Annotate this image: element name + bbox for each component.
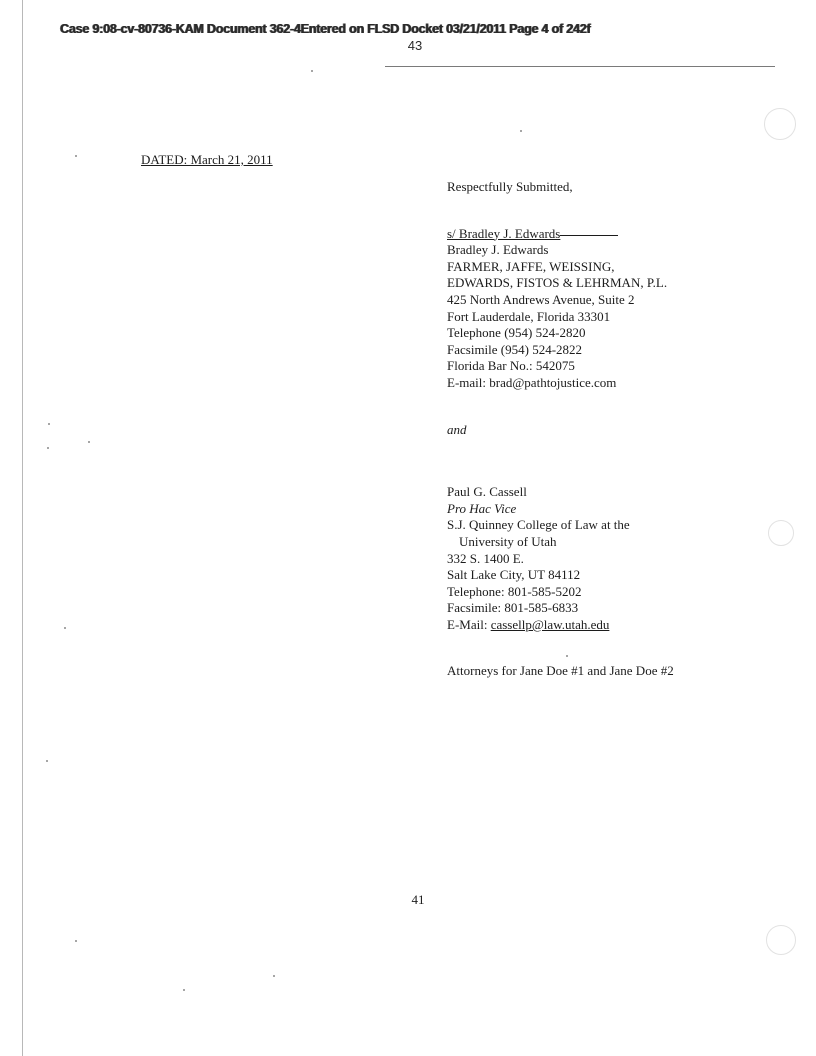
electronic-signature	[447, 226, 787, 243]
scan-speck	[183, 989, 185, 991]
electronic-signature-text: s/ Bradley J. Edwards	[447, 225, 561, 241]
scan-artifact-ring	[764, 108, 796, 140]
attorney1-bar-number: Florida Bar No.: 542075	[447, 358, 575, 374]
attorney2-school-line1: S.J. Quinney College of Law at the	[447, 517, 630, 533]
attorney1-telephone: Telephone (954) 524-2820	[447, 325, 586, 341]
attorney2-telephone: Telephone: 801-585-5202	[447, 583, 582, 599]
dated-line: DATED: March 21, 2011	[141, 152, 273, 167]
attorney2-email-label: E-Mail:	[447, 616, 491, 632]
attorney2-status: Pro Hac Vice	[447, 500, 517, 516]
attorney1-name: Bradley J. Edwards	[447, 242, 549, 258]
case-header: Case 9:08-cv-80736-KAM Document 362-4Entered on FLSD Docket 03/21/2011 Page 4 of 242f	[60, 22, 591, 36]
attorney2-address1: 332 S. 1400 E.	[447, 550, 524, 566]
scan-artifact-ring	[766, 925, 796, 955]
page-number: 41	[411, 892, 425, 907]
signature-block	[447, 179, 787, 680]
signature-underline	[560, 235, 618, 236]
header-page-ref: 43	[407, 38, 423, 53]
attorney1-firm-line1: FARMER, JAFFE, WEISSING,	[447, 258, 615, 274]
attorney1-facsimile: Facsimile (954) 524-2822	[447, 341, 583, 357]
scan-speck	[88, 441, 90, 443]
attorney2-email-line	[447, 617, 787, 634]
closing: Respectfully Submitted,	[447, 179, 573, 194]
scan-speck	[273, 975, 275, 977]
scan-speck	[46, 760, 48, 762]
scan-margin-line	[22, 0, 23, 1056]
attorney1-address1: 425 North Andrews Avenue, Suite 2	[447, 291, 635, 307]
attorney2-name: Paul G. Cassell	[447, 484, 527, 500]
scan-speck	[47, 447, 49, 449]
attorney1-address2: Fort Lauderdale, Florida 33301	[447, 308, 611, 324]
scan-speck	[64, 627, 66, 629]
attorney2-email-link[interactable]: cassellp@law.utah.edu	[490, 616, 610, 632]
scan-speck	[75, 940, 77, 942]
attorney1-email: E-mail: brad@pathtojustice.com	[447, 374, 617, 390]
scan-speck	[75, 155, 77, 157]
scan-artifact-ring	[768, 520, 794, 546]
scan-speck	[520, 130, 522, 132]
attorney2-facsimile: Facsimile: 801-585-6833	[447, 600, 579, 616]
attorney2-address2: Salt Lake City, UT 84112	[447, 567, 581, 583]
header-divider	[385, 66, 775, 67]
attorney2-school-line2: University of Utah	[459, 533, 557, 549]
conjunction: and	[447, 421, 467, 437]
attorney1-firm-line2: EDWARDS, FISTOS & LEHRMAN, P.L.	[447, 275, 668, 291]
scan-speck	[566, 655, 568, 657]
representation-statement: Attorneys for Jane Doe #1 and Jane Doe #2	[447, 663, 674, 679]
scan-speck	[48, 423, 50, 425]
scan-speck	[311, 70, 313, 72]
